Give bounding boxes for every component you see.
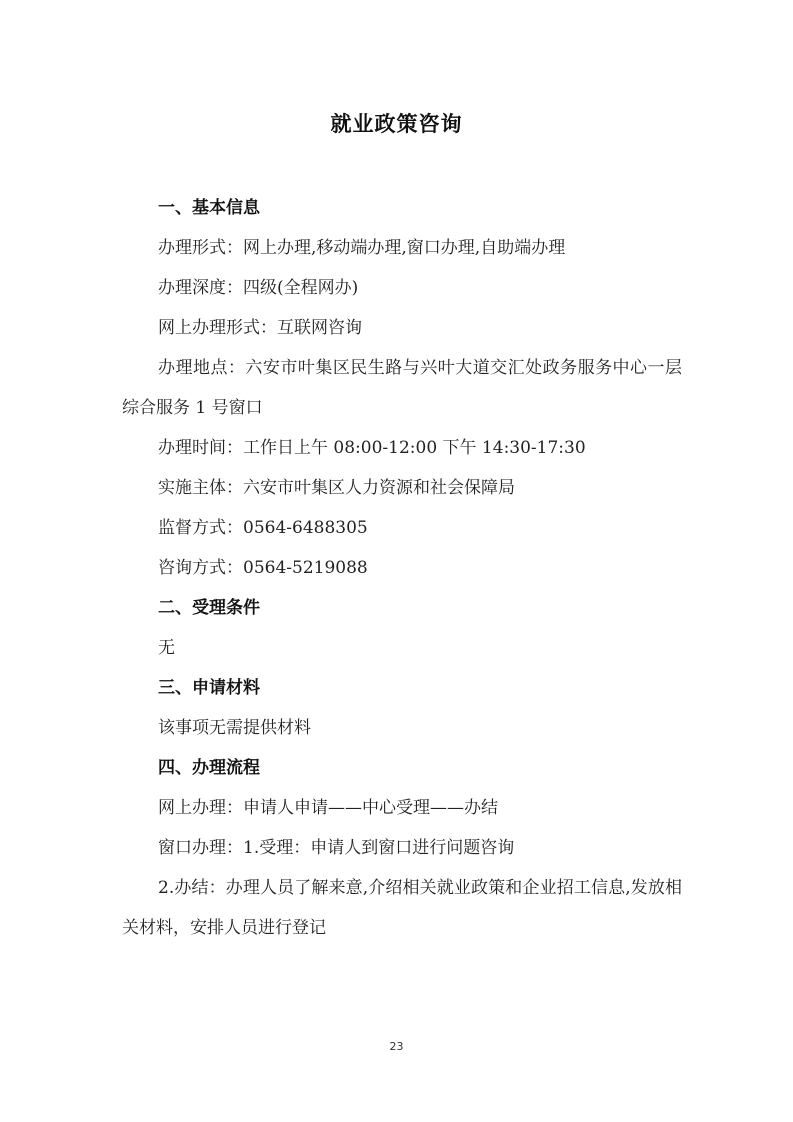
section-heading-process: 四、办理流程: [158, 758, 260, 778]
document-body: [122, 188, 682, 948]
page-number: 23: [389, 1040, 404, 1053]
implementing-body: 实施主体：六安市叶集区人力资源和社会保障局: [158, 478, 515, 498]
section-heading-conditions: 二、受理条件: [158, 598, 260, 618]
consultation-phone: 咨询方式：0564-5219088: [158, 558, 368, 578]
section-heading-materials: 三、申请材料: [158, 678, 260, 698]
online-handling-mode: 网上办理形式：互联网咨询: [158, 318, 362, 338]
supervision-phone: 监督方式：0564-6488305: [158, 518, 368, 538]
materials-text: 该事项无需提供材料: [158, 718, 311, 738]
handling-hours: 办理时间：工作日上午 08:00-12:00 下午 14:30-17:30: [158, 438, 586, 458]
page-title: 就业政策咨询: [330, 112, 463, 136]
handling-location: 办理地点：六安市叶集区民生路与兴叶大道交汇处政务服务中心一层综合服务 1 号窗口: [122, 358, 682, 418]
handling-depth: 办理深度：四级(全程网办): [158, 278, 359, 298]
conditions-text: 无: [158, 638, 175, 658]
process-window-step-1: 窗口办理：1.受理：申请人到窗口进行问题咨询: [158, 838, 515, 858]
section-heading-basic-info: 一、基本信息: [158, 198, 260, 218]
handling-mode: 办理形式：网上办理,移动端办理,窗口办理,自助端办理: [158, 238, 566, 258]
process-online: 网上办理：申请人申请——中心受理——办结: [158, 798, 498, 818]
process-window-step-2: 2.办结：办理人员了解来意,介绍相关就业政策和企业招工信息,发放相关材料，安排人员进行登记: [122, 878, 682, 938]
